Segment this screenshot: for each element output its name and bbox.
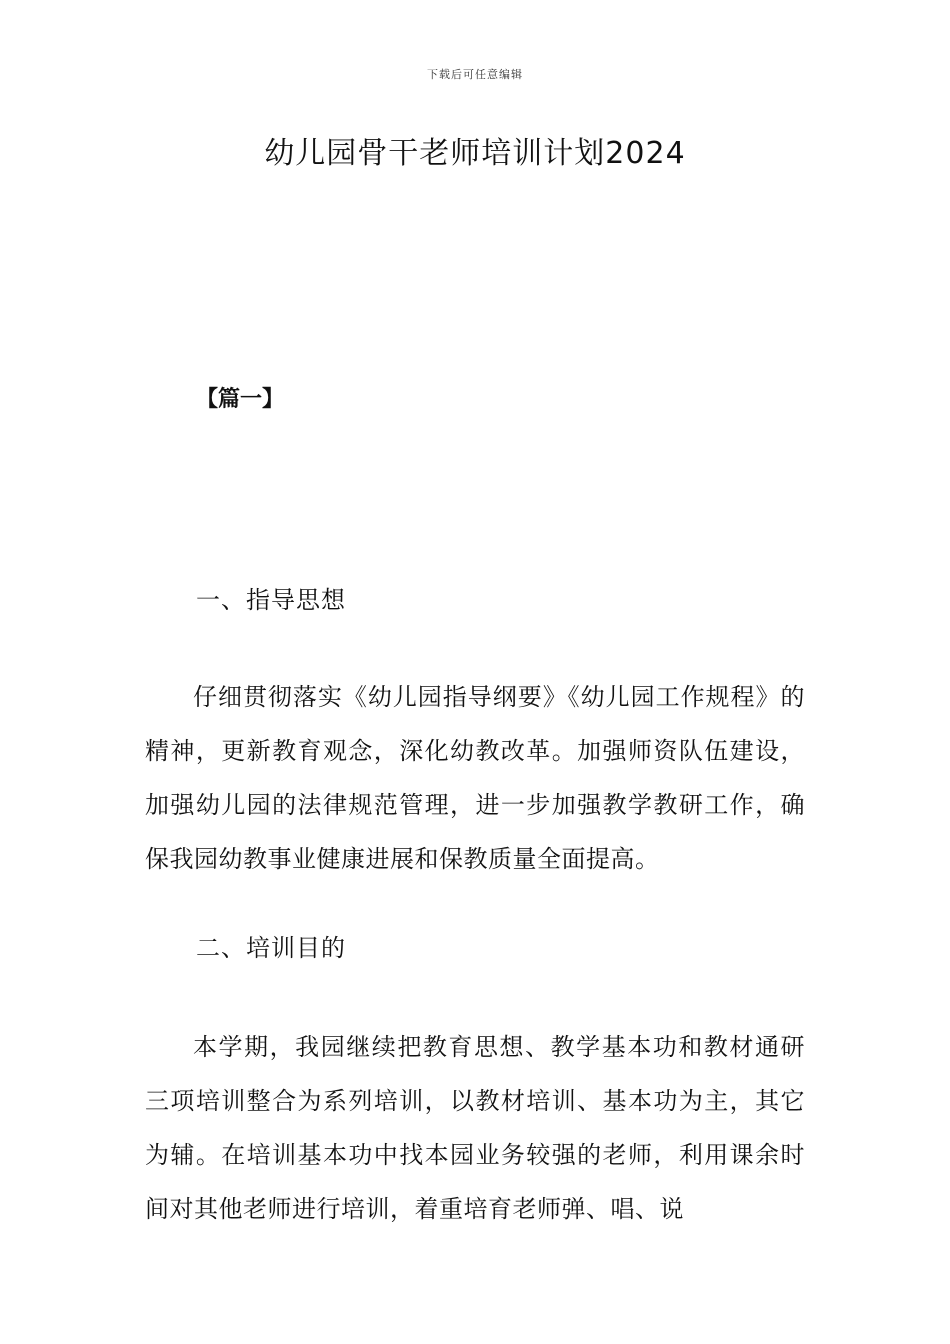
section-marker: 【篇一】: [196, 387, 285, 412]
section-paragraph-training-purpose: 本学期，我园继续把教育思想、教学基本功和教材通研三项培训整合为系列培训，以教材培训、基本功为主，其它为辅。在培训基本功中找本园业务较强的老师，利用课余时间对其他老师进行培训，着重培育老师弹、唱、说: [145, 1033, 805, 1223]
section-paragraph-guiding-ideology: 仔细贯彻落实《幼儿园指导纲要》《幼儿园工作规程》的精神，更新教育观念，深化幼教改革。加强师资队伍建设，加强幼儿园的法律规范管理，进一步加强教学教研工作，确保我园幼教事业健康进展和保教质量全面提高。: [145, 683, 805, 873]
header-note: 下载后可任意编辑: [427, 68, 523, 81]
document-title: 幼儿园骨干老师培训计划2024: [264, 136, 686, 171]
section-heading-guiding-ideology: 一、指导思想: [196, 586, 346, 614]
section-heading-training-purpose: 二、培训目的: [196, 934, 346, 962]
